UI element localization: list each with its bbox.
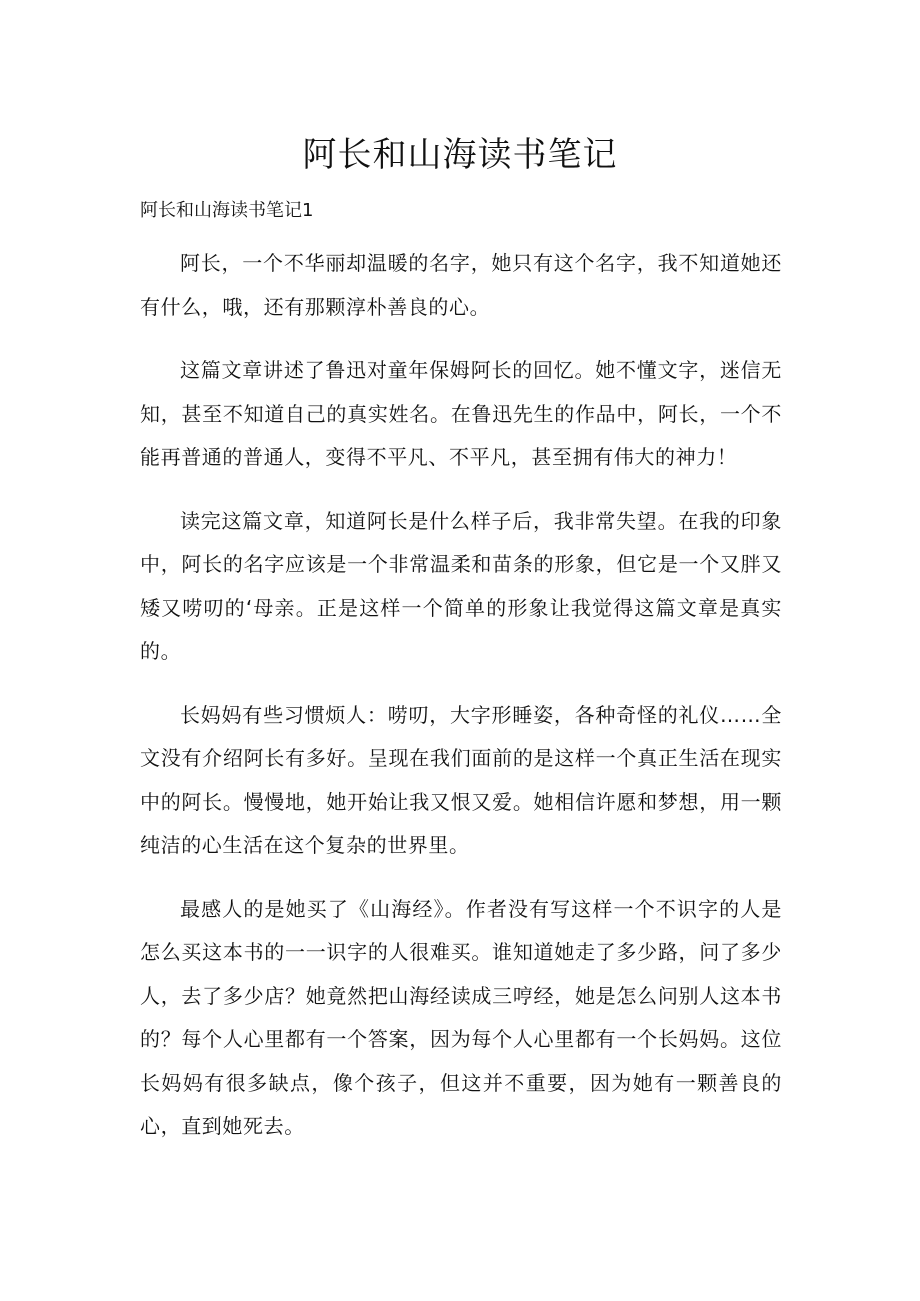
- paragraph: 这篇文章讲述了鲁迅对童年保姆阿长的回忆。她不懂文字，迷信无知，甚至不知道自己的真实姓名。在鲁迅先生的作品中，阿长，一个不能再普通的普通人，变得不平凡、不平凡，甚至拥有伟大的神力！: [140, 358, 782, 469]
- document-title: 阿长和山海读书笔记: [302, 135, 618, 175]
- paragraph: 最感人的是她买了《山海经》。作者没有写这样一个不识字的人是怎么买这本书的一一识字的人很难买。谁知道她走了多少路，问了多少人，去了多少店？她竟然把山海经读成三哼经，她是怎么问别人这本书的？每个人心里都有一个答案，因为每个人心里都有一个长妈妈。这位长妈妈有很多缺点，像个孩子，但这并不重要，因为她有一颗善良的心，直到她死去。: [140, 896, 782, 1138]
- document-body: [140, 222, 782, 1149]
- paragraph: 阿长，一个不华丽却温暖的名字，她只有这个名字，我不知道她还有什么，哦，还有那颗淳朴善良的心。: [140, 251, 782, 319]
- document-subtitle: 阿长和山海读书笔记1: [140, 200, 314, 221]
- paragraph: 读完这篇文章，知道阿长是什么样子后，我非常失望。在我的印象中，阿长的名字应该是一个非常温柔和苗条的形象，但它是一个又胖又矮又唠叨的‘母亲。正是这样一个简单的形象让我觉得这篇文章是真实的。: [140, 508, 782, 663]
- paragraph: 长妈妈有些习惯烦人：唠叨，大字形睡姿，各种奇怪的礼仪……全文没有介绍阿长有多好。呈现在我们面前的是这样一个真正生活在现实中的阿长。慢慢地，她开始让我又恨又爱。她相信许愿和梦想，用一颗纯洁的心生活在这个复杂的世界里。: [140, 702, 782, 857]
